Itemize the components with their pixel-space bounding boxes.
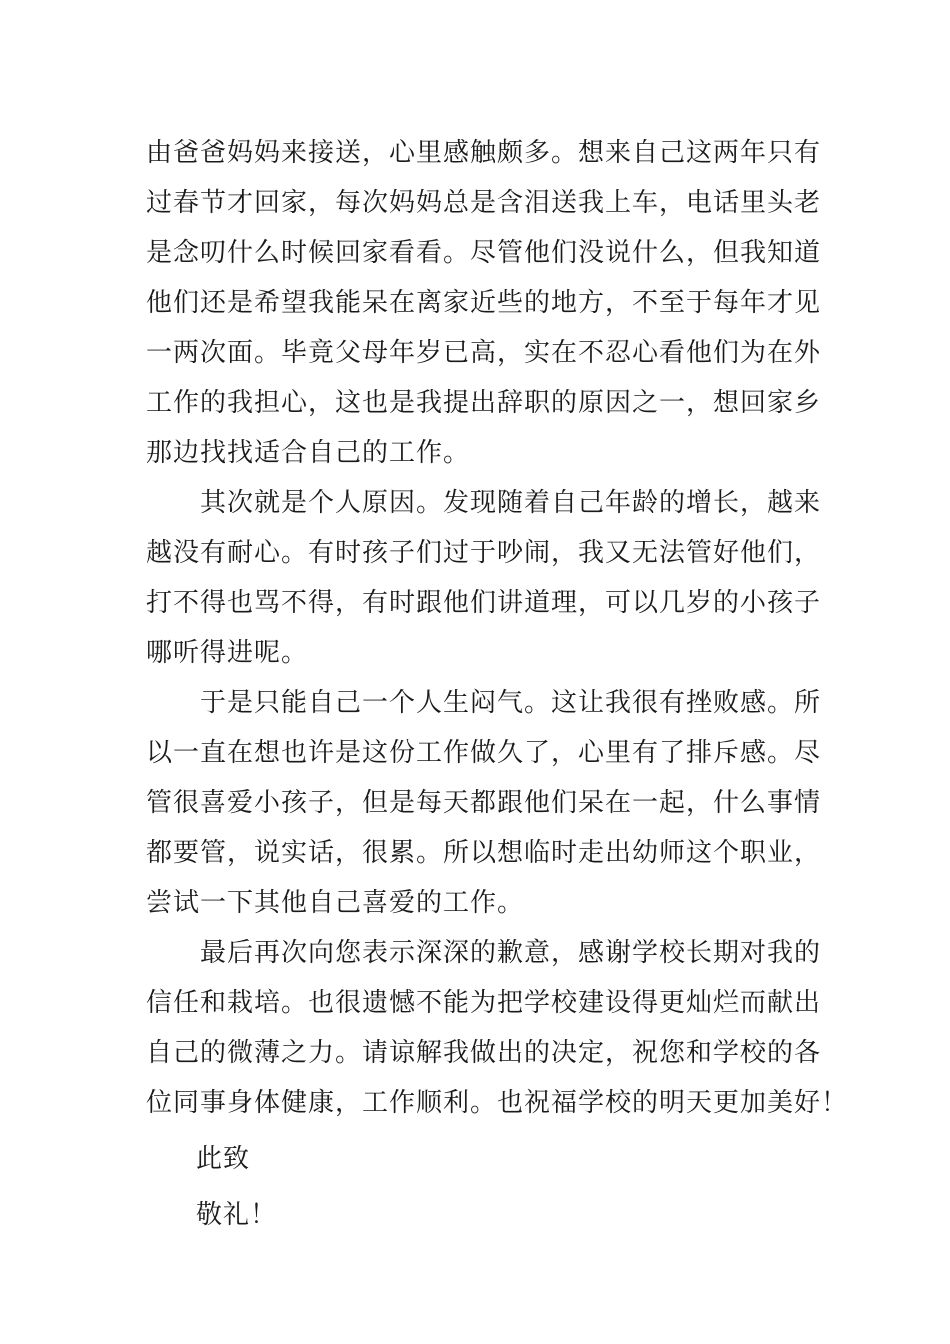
- text-line: 自己的微薄之力。请谅解我做出的决定，祝您和学校的各: [146, 1038, 822, 1068]
- text-line: 是念叨什么时候回家看看。尽管他们没说什么，但我知道: [146, 238, 822, 268]
- text-line: 于是只能自己一个人生闷气。这让我很有挫败感。所: [146, 688, 822, 718]
- text-line: 过春节才回家，每次妈妈总是含泪送我上车，电话里头老: [146, 188, 822, 218]
- text-line: 打不得也骂不得，有时跟他们讲道理，可以几岁的小孩子: [146, 588, 822, 618]
- closing-regards: 敬礼！: [196, 1200, 278, 1230]
- paragraph-personal-reason: [146, 478, 822, 678]
- text-line: 最后再次向您表示深深的歉意，感谢学校长期对我的: [146, 938, 822, 968]
- text-line: 那边找找适合自己的工作。: [146, 438, 471, 468]
- letter-body: [146, 128, 849, 1240]
- text-line: 越没有耐心。有时孩子们过于吵闹，我又无法管好他们，: [146, 538, 822, 568]
- text-line: 尝试一下其他自己喜爱的工作。: [146, 888, 525, 918]
- paragraph-family-reason: [146, 128, 822, 478]
- text-line: 管很喜爱小孩子，但是每天都跟他们呆在一起，什么事情: [146, 788, 822, 818]
- text-line: 哪听得进呢。: [146, 638, 309, 668]
- text-line: 一两次面。毕竟父母年岁已高，实在不忍心看他们为在外: [146, 338, 822, 368]
- paragraph-apology: [146, 928, 849, 1128]
- closing-salutation: 此致: [196, 1144, 251, 1174]
- text-line: 其次就是个人原因。发现随着自己年龄的增长，越来: [146, 488, 822, 518]
- text-line: 由爸爸妈妈来接送，心里感触颇多。想来自己这两年只有: [146, 138, 822, 168]
- text-line: 信任和栽培。也很遗憾不能为把学校建设得更灿烂而献出: [146, 988, 822, 1018]
- text-line: 位同事身体健康，工作顺利。也祝福学校的明天更加美好！: [146, 1088, 849, 1118]
- text-line: 都要管，说实话，很累。所以想临时走出幼师这个职业，: [146, 838, 822, 868]
- text-line: 工作的我担心，这也是我提出辞职的原因之一，想回家乡: [146, 388, 822, 418]
- text-line: 以一直在想也许是这份工作做久了，心里有了排斥感。尽: [146, 738, 822, 768]
- paragraph-frustration: [146, 678, 822, 928]
- text-line: 他们还是希望我能呆在离家近些的地方，不至于每年才见: [146, 288, 822, 318]
